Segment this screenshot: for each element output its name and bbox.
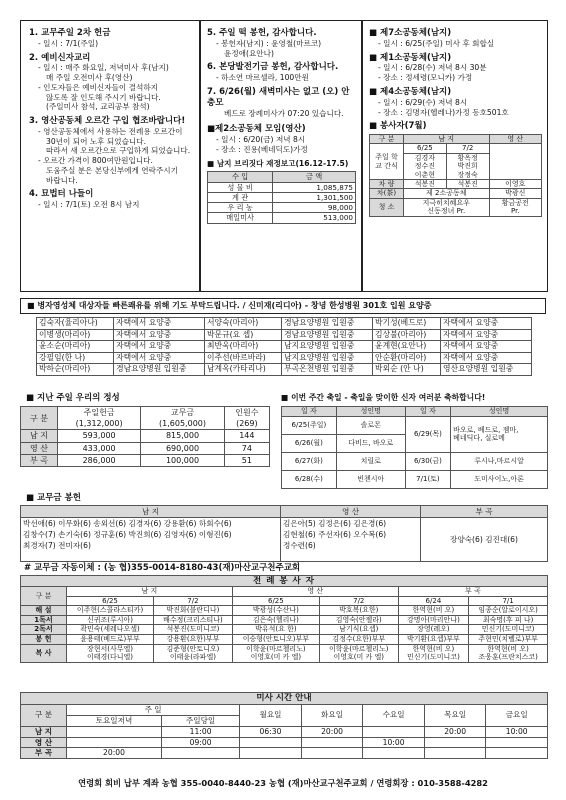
mass-time xyxy=(161,748,239,759)
mass-day: 월요일 xyxy=(240,705,302,727)
service-date: 7/2 xyxy=(446,144,489,153)
finance-item: 매일미사 xyxy=(208,213,273,223)
finance-amount: 98,000 xyxy=(273,203,356,213)
service-cell: 황금공전 Pr. xyxy=(489,198,541,216)
liturgy-cell: 최숙명(후 피 나) xyxy=(469,615,548,625)
liturgy-cell: 한역현(비 오) xyxy=(398,606,469,616)
service-date: 6/25 xyxy=(404,144,447,153)
mass-time xyxy=(363,726,425,737)
notice-line: - 일시 : 6/25(주일) 미사 후 회합실 xyxy=(378,38,495,48)
stats-value: 690,000 xyxy=(141,442,224,454)
feast-date: 6/30(금) xyxy=(405,452,450,470)
sick-name: 박외순 (안 나) xyxy=(373,364,441,376)
finance-header: 수 입 xyxy=(208,172,273,182)
stats-header: 구 분 xyxy=(21,407,58,430)
sick-name: 최반욱(마리아) xyxy=(205,341,282,353)
mass-time xyxy=(67,726,162,737)
liturgy-cell: 박기환(요셉)부부 xyxy=(398,635,469,645)
liturgy-cell: 김준형(안토니오) 이태윤(라파엘) xyxy=(154,644,233,662)
notice-line: 따라서 새 오르간으로 구입하게 되었습니다. xyxy=(46,146,191,156)
liturgy-role: 1독서 xyxy=(21,615,67,625)
notice-item xyxy=(369,87,542,117)
notice-title: ■ 제1소공동체(남지) xyxy=(369,52,452,63)
notice-item xyxy=(29,53,193,112)
sick-name: 윤계현(요안나) xyxy=(373,341,441,353)
liturgy-role: 복 사 xyxy=(21,644,67,662)
service-row-label: 차 량 xyxy=(370,180,404,189)
feast-saint: 도미사이노,아론 xyxy=(451,470,548,488)
kyomu-header: 부 곡 xyxy=(421,506,548,518)
liturgy-group: 영 산 xyxy=(232,587,398,597)
stats-label: 남 지 xyxy=(21,430,58,442)
mass-time xyxy=(363,748,425,759)
liturgy-cell: 윤용태(베드로)부부 xyxy=(67,635,154,645)
feast-saint: 바오로, 베드로, 젬마, 베네딕다, 실로메 xyxy=(451,416,548,452)
liturgy-cell: 민신기(도미니코) xyxy=(469,625,548,635)
mass-body xyxy=(21,726,548,759)
notice-line: - 일시 : 7/1(주일) xyxy=(38,38,99,48)
liturgy-label: 구 분 xyxy=(21,587,67,606)
sick-status: 남지요양병원 입원중 xyxy=(282,352,373,364)
liturgy-cell: 이주현(스콜라스티카) xyxy=(67,606,154,616)
mass-time xyxy=(240,748,302,759)
notice-line: - 일시 : 매주 화요일, 저녁미사 후(남지) xyxy=(38,63,169,73)
mass-label: 구 분 xyxy=(21,705,67,727)
finance-item: 계 관 xyxy=(208,192,273,202)
sick-status: 남지요양병원 입원중 xyxy=(282,341,373,353)
sick-status: 부곡온천병원 입원중 xyxy=(282,364,373,376)
stats-value: 815,000 xyxy=(141,430,224,442)
notice-line: 매 주일 오전미사 후(영산) xyxy=(46,73,133,83)
liturgy-body xyxy=(21,606,548,662)
finance-item: 우 리 농 xyxy=(208,203,273,213)
mass-sunday: 주 일 xyxy=(67,705,240,716)
liturgy-group: 남 지 xyxy=(67,587,233,597)
liturgy-date: 7/1 xyxy=(469,596,548,606)
liturgy-cell: 한역현(비 오) 조웅훈(프란치스코) xyxy=(469,644,548,662)
service-cell: 박광신 xyxy=(489,189,541,198)
feast-saint: 치릴로 xyxy=(336,452,405,470)
small-group-line: - 일시 : 6/20(금) 저녁 8시 xyxy=(216,135,306,145)
notice-title: 4. 묘법터 나들이 xyxy=(29,189,94,200)
service-table xyxy=(369,134,542,217)
finance-table xyxy=(207,171,356,223)
liturgy-cell: 남기식(요셉) xyxy=(319,625,398,635)
sick-name: 서양숙(마리아) xyxy=(205,318,282,330)
stats-header: 인원수 (269) xyxy=(224,407,269,430)
stats-header: 주일헌금 (1,312,000) xyxy=(57,407,140,430)
sick-status: 경남요양병원 입원중 xyxy=(114,364,205,376)
notice-item xyxy=(29,28,193,49)
service-row-label: 주일 학교 간식 xyxy=(370,144,404,180)
sick-status: 자택에서 요양중 xyxy=(441,341,532,353)
service-row-label: 차(茶) xyxy=(370,189,404,198)
notice-line: - 오르간 가격이 800여만원입니다. xyxy=(38,156,153,166)
feast-table xyxy=(281,406,548,489)
feast-header: 일 자 xyxy=(282,407,337,417)
mass-parish: 남 지 xyxy=(21,726,67,737)
feast-title: ■ 이번 주간 축일 - 축일을 맞이한 신자 여러분 축하합니다! xyxy=(281,393,486,402)
sick-status: 자택에서 요양중 xyxy=(114,341,205,353)
sick-name: 강필임(한 나) xyxy=(37,352,114,364)
notice-box-2 xyxy=(200,20,362,292)
notice-box-1 xyxy=(20,20,200,292)
service-cell: 지극히치혜요우 신동정녀 Pr. xyxy=(404,198,490,216)
small-group-notice xyxy=(207,124,356,154)
liturgy-date: 6/25 xyxy=(67,596,154,606)
service-title: ■ 봉사자(7월) xyxy=(369,121,427,132)
stats-value: 51 xyxy=(224,454,269,466)
feast-date: 6/26(월) xyxy=(282,434,337,452)
feast-date: 6/29(목) xyxy=(405,416,450,452)
service-cell: 김경자 정수진 이춘현 xyxy=(404,153,447,179)
notice-line: - 봉헌자(남지) : 윤영철(마르코) xyxy=(216,38,322,48)
sick-status: 경남요양병원 입원중 xyxy=(282,318,373,330)
liturgy-cell: 임종순(알로이시오) xyxy=(469,606,548,616)
service-cell: 석봉진 xyxy=(446,180,489,189)
notice-item xyxy=(369,28,542,49)
stats-title: ■ 지난 주일 우리의 정성 xyxy=(26,393,120,403)
notice-line: - 장소 : 정세령(모니카) 가정 xyxy=(378,73,473,83)
sick-status: 자택에서 요양중 xyxy=(441,329,532,341)
notice-line: - 하소연 마르셀라, 100만원 xyxy=(216,73,309,83)
liturgy-cell: 배수정(크리스티나) xyxy=(154,615,233,625)
mass-time: 10:00 xyxy=(486,726,548,737)
feast-date: 7/1(토) xyxy=(405,470,450,488)
service-header: 영 산 xyxy=(489,135,541,144)
notice-line: 않도록 잘 인도해 주시기 바랍니다. xyxy=(46,92,161,102)
mass-parish: 부 곡 xyxy=(21,748,67,759)
mass-time xyxy=(486,737,548,748)
finance-item: 성 물 비 xyxy=(208,182,273,192)
notice-title: 7. 6/26(월) 새벽미사는 없고 (오) 안충모 xyxy=(207,86,350,108)
mass-time xyxy=(240,737,302,748)
mass-time xyxy=(301,737,363,748)
notice-item xyxy=(369,53,542,83)
sick-name: 김상불(마리아) xyxy=(373,329,441,341)
liturgy-role: 봉 헌 xyxy=(21,635,67,645)
liturgy-role: 해 설 xyxy=(21,606,67,616)
feast-saint: 루시나,마르시알 xyxy=(451,452,548,470)
sick-name: 남계옥(카타리나) xyxy=(205,364,282,376)
liturgy-cell: 신귀조(루시아) xyxy=(67,615,154,625)
mass-time xyxy=(424,748,486,759)
liturgy-group: 부 곡 xyxy=(398,587,547,597)
service-header: 남 지 xyxy=(404,135,490,144)
notice-item xyxy=(207,87,356,118)
sick-name: 김숙자(율리아나) xyxy=(37,318,114,330)
feast-header: 성인명 xyxy=(451,407,548,417)
mass-table xyxy=(20,692,548,759)
liturgy-cell: 장현서(사무엘) 이태경(다니엘) xyxy=(67,644,154,662)
mass-time: 20:00 xyxy=(67,748,162,759)
liturgy-cell: 박진화(블란디나) xyxy=(154,606,233,616)
mass-time xyxy=(67,737,162,748)
liturgy-cell: 김정수(요한)부부 xyxy=(319,635,398,645)
sick-status: 경남요양병원 입원중 xyxy=(282,329,373,341)
sick-name: 윤소순(마리아) xyxy=(37,341,114,353)
liturgy-cell: 주현민(치벨로)부부 xyxy=(469,635,548,645)
liturgy-table xyxy=(20,575,548,663)
notice-title: 5. 주일 떡 봉헌, 감사합니다. xyxy=(207,28,317,38)
liturgy-cell: 김은숙(헬리나) xyxy=(232,615,319,625)
feast-saint: 솔로몬 xyxy=(336,416,405,434)
footer-account: 연령회 회비 납부 계좌 농협 355-0040-8440-23 농협 (재)마산교구천주교회 / 연령회장 : 010-3588-4282 xyxy=(78,778,488,788)
feast-saint: 다비드, 바오로 xyxy=(336,434,405,452)
kyomu-header: 남 지 xyxy=(21,506,281,518)
service-cell: 황옥정 박진희 장정숙 xyxy=(446,153,489,179)
kyomu-header: 영 산 xyxy=(281,506,421,518)
notice-line: 베드로 장례미사가 07:20 있습니다. xyxy=(224,108,344,118)
feast-date: 6/25(주일) xyxy=(282,416,337,434)
stats-value: 74 xyxy=(224,442,269,454)
kyomu-list: 박선애(6) 이무화(6) 송외선(6) 김경자(6) 강용환(6) 하회수(6) 김창수(7) 손기숙(6) 정규훈(6) 박진희(6) 김영자(6) 이형진(6) 최경자(7) 전미자(6) xyxy=(21,518,281,562)
liturgy-cell: 박유석(요 한) xyxy=(232,625,319,635)
sick-status: 자택에서 요양중 xyxy=(114,318,205,330)
sick-status: 자택에서 요양중 xyxy=(114,352,205,364)
mass-time xyxy=(486,748,548,759)
service-row-label: 청 소 xyxy=(370,198,404,216)
notice-line: - 일시 : 7/1(토) 오전 8시 남지 xyxy=(38,200,140,210)
notice-line: - 장소 : 김명자(헬레나)가정 동호501호 xyxy=(378,107,509,117)
sick-status: 영산요양병원 입원중 xyxy=(441,364,532,376)
sick-status: 자택에서 요양중 xyxy=(441,352,532,364)
sick-name: 박하순(마리아) xyxy=(37,364,114,376)
notice-item xyxy=(29,116,193,185)
kyomu-title: ■ 교무금 봉헌 xyxy=(26,493,82,503)
mass-day: 목요일 xyxy=(424,705,486,727)
stats-value: 100,000 xyxy=(141,454,224,466)
kyomu-list: 김은아(5) 김정은(6) 김은경(6) 김현철(6) 주선자(6) 오수복(6) 정수련(6) xyxy=(281,518,421,562)
finance-header: 금 액 xyxy=(273,172,356,182)
service-cell: 석봉진 xyxy=(404,180,447,189)
mass-time xyxy=(424,737,486,748)
sick-name: 박기성(베드로) xyxy=(373,318,441,330)
feast-saint: 빈첸시아 xyxy=(336,470,405,488)
liturgy-cell: 한역현(비 오) 민신기(도미니코) xyxy=(398,644,469,662)
liturgy-date: 7/2 xyxy=(154,596,233,606)
liturgy-date: 6/25 xyxy=(232,596,319,606)
notice-line: - 일시 : 6/28(수) 저녁 8시 30분 xyxy=(378,63,487,73)
stats-value: 144 xyxy=(224,430,269,442)
stats-header: 교무금 (1,605,000) xyxy=(141,407,224,430)
notice-col-1 xyxy=(29,28,193,210)
sick-title: ■ 병자영성체 대상자들 빠른쾌유를 위해 기도 부탁드립니다. / 신미재(리디아) - 창녕 한성병원 301호 입원 요양중 xyxy=(20,298,546,314)
liturgy-cell: 강명아(마리안나) xyxy=(398,615,469,625)
mass-time: 06:30 xyxy=(240,726,302,737)
service-cell: 이영호 xyxy=(489,180,541,189)
stats-value: 286,000 xyxy=(57,454,140,466)
notice-title: 1. 교무주일 2차 헌금 xyxy=(29,28,111,38)
mass-sunday-sub: 주일당일 xyxy=(161,715,239,726)
mass-day: 수요일 xyxy=(363,705,425,727)
notice-col-3 xyxy=(369,28,542,117)
sick-name: 박문규(요 셉) xyxy=(205,329,282,341)
stats-value: 433,000 xyxy=(57,442,140,454)
sick-status: 자택에서 요양중 xyxy=(114,329,205,341)
service-cell xyxy=(489,144,541,180)
notice-title: 6. 본당발전기금 봉헌, 감사합니다. xyxy=(207,62,339,73)
small-group-title: ■제2소공동체 모임(영산) xyxy=(207,124,306,135)
feast-date: 6/28(수) xyxy=(282,470,337,488)
notice-col-2 xyxy=(207,28,356,118)
feast-header: 성인명 xyxy=(336,407,405,417)
stats-value: 593,000 xyxy=(57,430,140,442)
liturgy-cell: 김영숙(안젤라) xyxy=(319,615,398,625)
notice-item xyxy=(207,28,356,58)
stats-label: 부 곡 xyxy=(21,454,58,466)
stats-table xyxy=(20,406,270,467)
mass-day: 화요일 xyxy=(301,705,363,727)
liturgy-cell: 석봉진(도미니코) xyxy=(154,625,233,635)
liturgy-cell: 곽민숙(세레나오셀) xyxy=(67,625,154,635)
mass-time: 11:00 xyxy=(161,726,239,737)
liturgy-cell: 박광성(수산나) xyxy=(232,606,319,616)
feast-header: 일 자 xyxy=(405,407,450,417)
liturgy-cell: 박호복(요한) xyxy=(319,606,398,616)
liturgy-cell: 장영(레오) xyxy=(398,625,469,635)
notice-title: 3. 영산공동체 오르간 구입 협조바랍니다! xyxy=(29,116,186,127)
finance-amount: 513,000 xyxy=(273,213,356,223)
liturgy-cell: 이학윤(마르첼리노) 이영호(미 카 엘) xyxy=(232,644,319,662)
sick-table xyxy=(36,317,532,376)
notice-title: 2. 예비신자교리 xyxy=(29,52,91,63)
notice-title: ■ 제7소공동체(남지) xyxy=(369,28,452,38)
mass-parish: 영 산 xyxy=(21,737,67,748)
mass-time: 10:00 xyxy=(363,737,425,748)
mass-sunday-sub: 토요일저녁 xyxy=(67,715,162,726)
sick-name: 이병생(마리아) xyxy=(37,329,114,341)
liturgy-cell: 이승형(안토니오)부부 xyxy=(232,635,319,645)
mass-time: 09:00 xyxy=(161,737,239,748)
finance-amount: 1,085,875 xyxy=(273,182,356,192)
kyomu-list: 장양숙(6) 김진대(6) xyxy=(421,518,548,562)
notice-box-3 xyxy=(362,20,548,292)
liturgy-date: 7/2 xyxy=(319,596,398,606)
notice-line: - 영산공동체에서 사용하는 전례용 오르간이 xyxy=(38,126,183,136)
liturgy-title: 전 례 봉 사 자 xyxy=(21,576,548,587)
liturgy-cell: 이학윤(마르첼리노) 이영호(미 카 엘) xyxy=(319,644,398,662)
account-line: # 교무금 자동이체 : (농 협)355-0014-8180-43(재)마산교구천주교회 xyxy=(24,563,301,573)
notice-line: 30년이 되어 노후 되었습니다. xyxy=(46,136,147,146)
notice-title: ■ 제4소공동체(남지) xyxy=(369,86,452,97)
notice-line: - 인도자들은 예비신자들이 결석하지 xyxy=(38,82,159,92)
service-header: 구 분 xyxy=(370,135,404,144)
sick-name: 안순환(마리아) xyxy=(373,352,441,364)
finance-title: ■ 남지 브리짓다 재정보고(16.12-17.5) xyxy=(207,158,349,168)
notice-line: 윤정애(요안나) xyxy=(224,48,274,58)
stats-label: 영 산 xyxy=(21,442,58,454)
mass-title: 미사 시간 안내 xyxy=(21,693,548,705)
notice-line: (주일미사 참석, 교리공부 참석) xyxy=(46,102,150,112)
notice-line: 도움주실 분은 본당신부에게 연락주시기 xyxy=(46,165,178,175)
mass-time: 20:00 xyxy=(301,726,363,737)
notice-line: 바랍니다. xyxy=(46,175,78,185)
sick-status: 자택에서 요양중 xyxy=(441,318,532,330)
feast-date: 6/27(화) xyxy=(282,452,337,470)
notice-item xyxy=(29,189,193,210)
mass-time xyxy=(301,748,363,759)
liturgy-date: 6/24 xyxy=(398,596,469,606)
sick-name: 이주선(바르바라) xyxy=(205,352,282,364)
notice-line: - 일시 : 6/29(수) 저녁 8시 xyxy=(378,97,468,107)
mass-time: 20:00 xyxy=(424,726,486,737)
liturgy-cell: 강용환(요한)부부 xyxy=(154,635,233,645)
liturgy-role: 2독서 xyxy=(21,625,67,635)
mass-day: 금요일 xyxy=(486,705,548,727)
service-cell: 제 2소공동체 xyxy=(404,189,490,198)
kyomu-table xyxy=(20,505,548,562)
small-group-line: - 장소 : 진용(베네딕도)가정 xyxy=(216,144,308,154)
finance-amount: 1,301,500 xyxy=(273,192,356,202)
notice-item xyxy=(207,62,356,83)
